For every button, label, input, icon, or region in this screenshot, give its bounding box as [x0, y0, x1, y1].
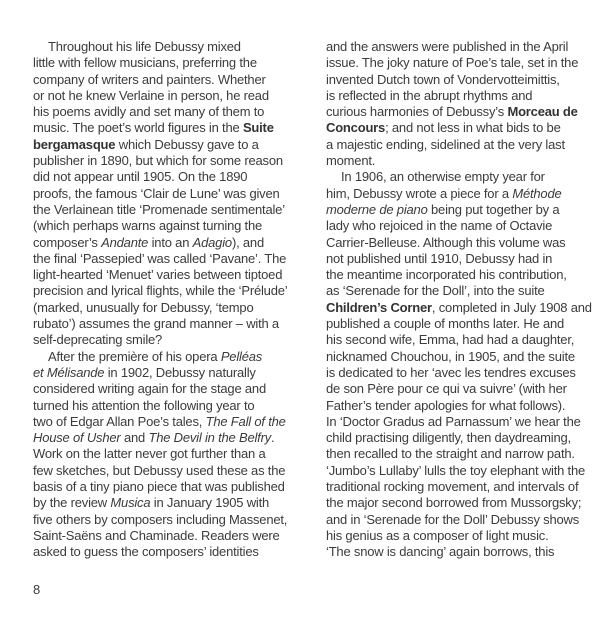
text-line: proofs, the famous ‘Clair de Lune’ was given — [33, 185, 280, 201]
text-line: In ‘Doctor Gradus ad Parnassum’ we hear the — [326, 413, 581, 429]
text-line: considered writing again for the stage and — [33, 381, 266, 397]
text-line: his second wife, Emma, had had a daughter, — [326, 332, 575, 348]
text-line: his genius as a composer of light music. — [326, 527, 549, 543]
text-line: moderne de piano being put together by a — [326, 201, 560, 217]
text-line: Carrier-Belleuse. Although this volume was — [326, 234, 566, 250]
text-line: rubato’) assumes the grand manner – with a — [33, 316, 279, 332]
text-column-right — [326, 39, 592, 561]
text-line: ‘Jumbo’s Lullaby’ lulls the toy elephant with the — [326, 462, 586, 478]
text-line: published a couple of months later. He and — [326, 316, 565, 332]
text-line: curious harmonies of Debussy’s Morceau de — [326, 104, 578, 120]
text-line: issue. The joky nature of Poe’s tale, set in the — [326, 55, 579, 71]
text-line: the Verlainean title ‘Promenade sentimentale’ — [33, 201, 285, 217]
text-line: Work on the latter never got further than a — [33, 446, 266, 462]
text-line: and in ‘Serenade for the Doll’ Debussy shows — [326, 511, 580, 527]
text-line: After the première of his opera Pelléas — [48, 348, 263, 364]
text-line: turned his attention the following year to — [33, 397, 255, 413]
text-line: invented Dutch town of Vondervotteimittis, — [326, 71, 560, 87]
text-line: him, Debussy wrote a piece for a Méthode — [326, 185, 562, 201]
text-line: self-deprecating smile? — [33, 332, 163, 348]
text-line: is dedicated to her ‘avec les tendres excuses — [326, 364, 576, 380]
text-line: composer’s Andante into an Adagio), and — [33, 234, 264, 250]
text-line: a majestic ending, sidelined at the very last — [326, 136, 565, 152]
text-line: asked to guess the composers’ identities — [33, 544, 259, 560]
text-line: ‘The snow is dancing’ again borrows, this — [326, 544, 555, 560]
text-line: nicknamed Chouchou, in 1905, and the suite — [326, 348, 575, 364]
text-line: the final ‘Passepied’ was called ‘Pavane’. The — [33, 250, 287, 266]
text-line: two of Edgar Allan Poe’s tales, The Fall of the — [33, 413, 286, 429]
text-line: company of writers and painters. Whether — [33, 71, 266, 87]
text-line: five others by composers including Massenet, — [33, 511, 288, 527]
text-line: bergamasque which Debussy gave to a — [33, 136, 259, 152]
text-line: et Mélisande in 1902, Debussy naturally — [33, 364, 256, 380]
text-line: and the answers were published in the April — [326, 39, 569, 54]
text-line: light-hearted ‘Menuet’ varies between tiptoed — [33, 267, 283, 283]
text-line: then recalled to the straight and narrow path. — [326, 446, 575, 462]
text-line: Saint-Saëns and Chaminade. Readers were — [33, 527, 280, 543]
text-line: moment. — [326, 153, 376, 169]
text-line: the meantime incorporated his contribution, — [326, 267, 567, 283]
text-column-left — [33, 39, 296, 561]
text-line: Children’s Corner, completed in July 1908 and — [326, 299, 592, 315]
text-columns — [33, 39, 592, 561]
text-line: the major second borrowed from Mussorgsky; — [326, 495, 582, 511]
text-line: is reflected in the abrupt rhythms and — [326, 87, 533, 103]
text-line: by the review Musica in January 1905 with — [33, 495, 270, 511]
text-line: few sketches, but Debussy used these as the — [33, 462, 286, 478]
text-line: House of Usher and The Devil in the Belfry. — [33, 430, 275, 446]
text-line: (which perhaps warns against turning the — [33, 218, 263, 234]
text-line: lady who rejoiced in the name of Octavie — [326, 218, 553, 234]
text-line: or not he knew Verlaine in person, he read — [33, 87, 269, 103]
text-line: publisher in 1890, but which for some reason — [33, 153, 283, 169]
text-line: not published until 1910, Debussy had in — [326, 250, 553, 266]
text-line: his poems avidly and set many of them to — [33, 104, 265, 120]
text-line: child practising diligently, then daydreaming, — [326, 430, 571, 446]
page-number: 8 — [33, 582, 41, 597]
text-line: Father’s tender apologies for what follows). — [326, 397, 566, 413]
text-line: de son Père pour ce qui va suivre’ (with her — [326, 381, 567, 397]
text-line: as ‘Serenade for the Doll’, into the suite — [326, 283, 545, 299]
text-line: In 1906, an otherwise empty year for — [341, 169, 545, 185]
text-line: Concours; and not less in what bids to be — [326, 120, 561, 136]
text-line: Throughout his life Debussy mixed — [48, 39, 241, 54]
text-line: basis of a tiny piano piece that was published — [33, 479, 285, 495]
text-line: traditional rocking movement, and intervals of — [326, 479, 579, 495]
text-line: precision and lyrical flights, while the ‘Prélude’ — [33, 283, 288, 299]
text-line: music. The poet’s world figures in the Suite — [33, 120, 274, 136]
text-line: did not appear until 1905. On the 1890 — [33, 169, 248, 185]
text-line: (marked, unusually for Debussy, ‘tempo — [33, 299, 254, 315]
text-line: little with fellow musicians, preferring the — [33, 55, 257, 71]
